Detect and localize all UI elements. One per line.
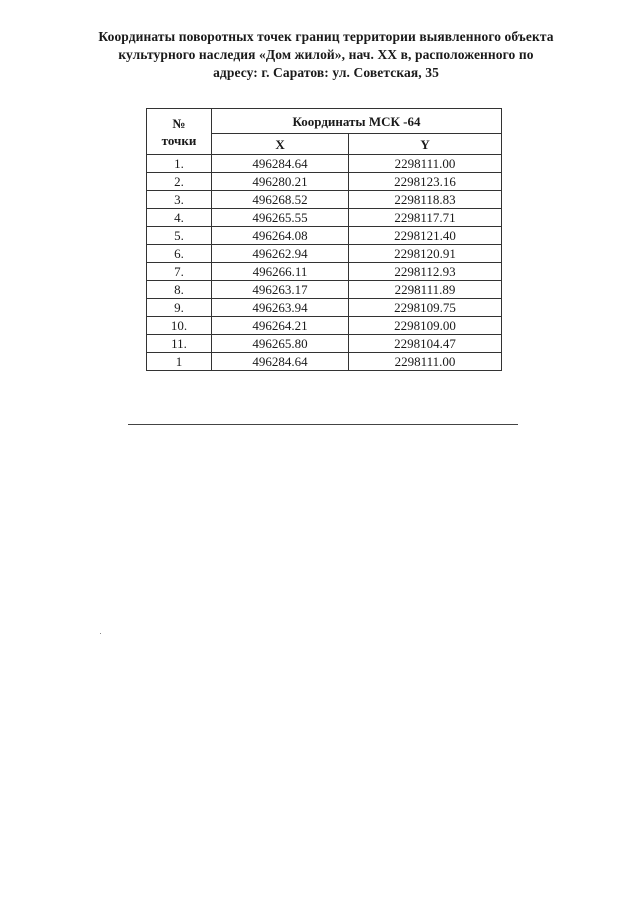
- y-coordinate-cell: 2298112.93: [349, 263, 502, 281]
- y-coordinate-cell: 2298123.16: [349, 173, 502, 191]
- point-number-cell: 1: [147, 353, 212, 371]
- x-coordinate-cell: 496265.55: [212, 209, 349, 227]
- table-row: [147, 227, 502, 245]
- y-coordinate-cell: 2298120.91: [349, 245, 502, 263]
- point-number-cell: 2.: [147, 173, 212, 191]
- horizontal-rule: [128, 424, 518, 425]
- point-number-cell: 1.: [147, 155, 212, 173]
- y-coordinate-cell: 2298111.00: [349, 155, 502, 173]
- coordinates-table: [146, 108, 502, 371]
- x-coordinate-cell: 496268.52: [212, 191, 349, 209]
- table-row: [147, 209, 502, 227]
- y-coordinate-cell: 2298118.83: [349, 191, 502, 209]
- y-coordinate-cell: 2298109.75: [349, 299, 502, 317]
- point-number-cell: 6.: [147, 245, 212, 263]
- y-header: Y: [349, 134, 502, 155]
- x-coordinate-cell: 496263.17: [212, 281, 349, 299]
- coords-header: Координаты МСК -64: [212, 109, 502, 134]
- y-coordinate-cell: 2298117.71: [349, 209, 502, 227]
- y-coordinate-cell: 2298104.47: [349, 335, 502, 353]
- table-row: [147, 173, 502, 191]
- point-number-cell: 5.: [147, 227, 212, 245]
- scan-speck: [100, 633, 101, 634]
- table-row: [147, 245, 502, 263]
- point-number-cell: 8.: [147, 281, 212, 299]
- title-line: культурного наследия «Дом жилой», нач. XX в, расположенного по: [118, 47, 534, 62]
- x-header: X: [212, 134, 349, 155]
- table-row: [147, 353, 502, 371]
- x-coordinate-cell: 496263.94: [212, 299, 349, 317]
- y-coordinate-cell: 2298109.00: [349, 317, 502, 335]
- point-number-header: [147, 109, 212, 155]
- table-row: [147, 299, 502, 317]
- x-coordinate-cell: 496266.11: [212, 263, 349, 281]
- title-line: адресу: г. Саратов: ул. Советская, 35: [213, 65, 439, 80]
- point-number-cell: 3.: [147, 191, 212, 209]
- y-coordinate-cell: 2298111.00: [349, 353, 502, 371]
- table-row: [147, 335, 502, 353]
- point-number-cell: 11.: [147, 335, 212, 353]
- point-number-cell: 9.: [147, 299, 212, 317]
- point-number-header-label: № точки: [161, 115, 197, 148]
- table-row: [147, 155, 502, 173]
- x-coordinate-cell: 496280.21: [212, 173, 349, 191]
- document-title: [60, 28, 592, 82]
- table-row: [147, 191, 502, 209]
- x-coordinate-cell: 496264.08: [212, 227, 349, 245]
- table-body: [147, 155, 502, 371]
- table-row: [147, 317, 502, 335]
- x-coordinate-cell: 496262.94: [212, 245, 349, 263]
- y-coordinate-cell: 2298121.40: [349, 227, 502, 245]
- table-row: [147, 281, 502, 299]
- point-number-cell: 7.: [147, 263, 212, 281]
- table-row: [147, 263, 502, 281]
- x-coordinate-cell: 496284.64: [212, 155, 349, 173]
- x-coordinate-cell: 496264.21: [212, 317, 349, 335]
- x-coordinate-cell: 496284.64: [212, 353, 349, 371]
- title-line: Координаты поворотных точек границ территории выявленного объекта: [98, 29, 554, 44]
- point-number-cell: 10.: [147, 317, 212, 335]
- x-coordinate-cell: 496265.80: [212, 335, 349, 353]
- y-coordinate-cell: 2298111.89: [349, 281, 502, 299]
- point-number-cell: 4.: [147, 209, 212, 227]
